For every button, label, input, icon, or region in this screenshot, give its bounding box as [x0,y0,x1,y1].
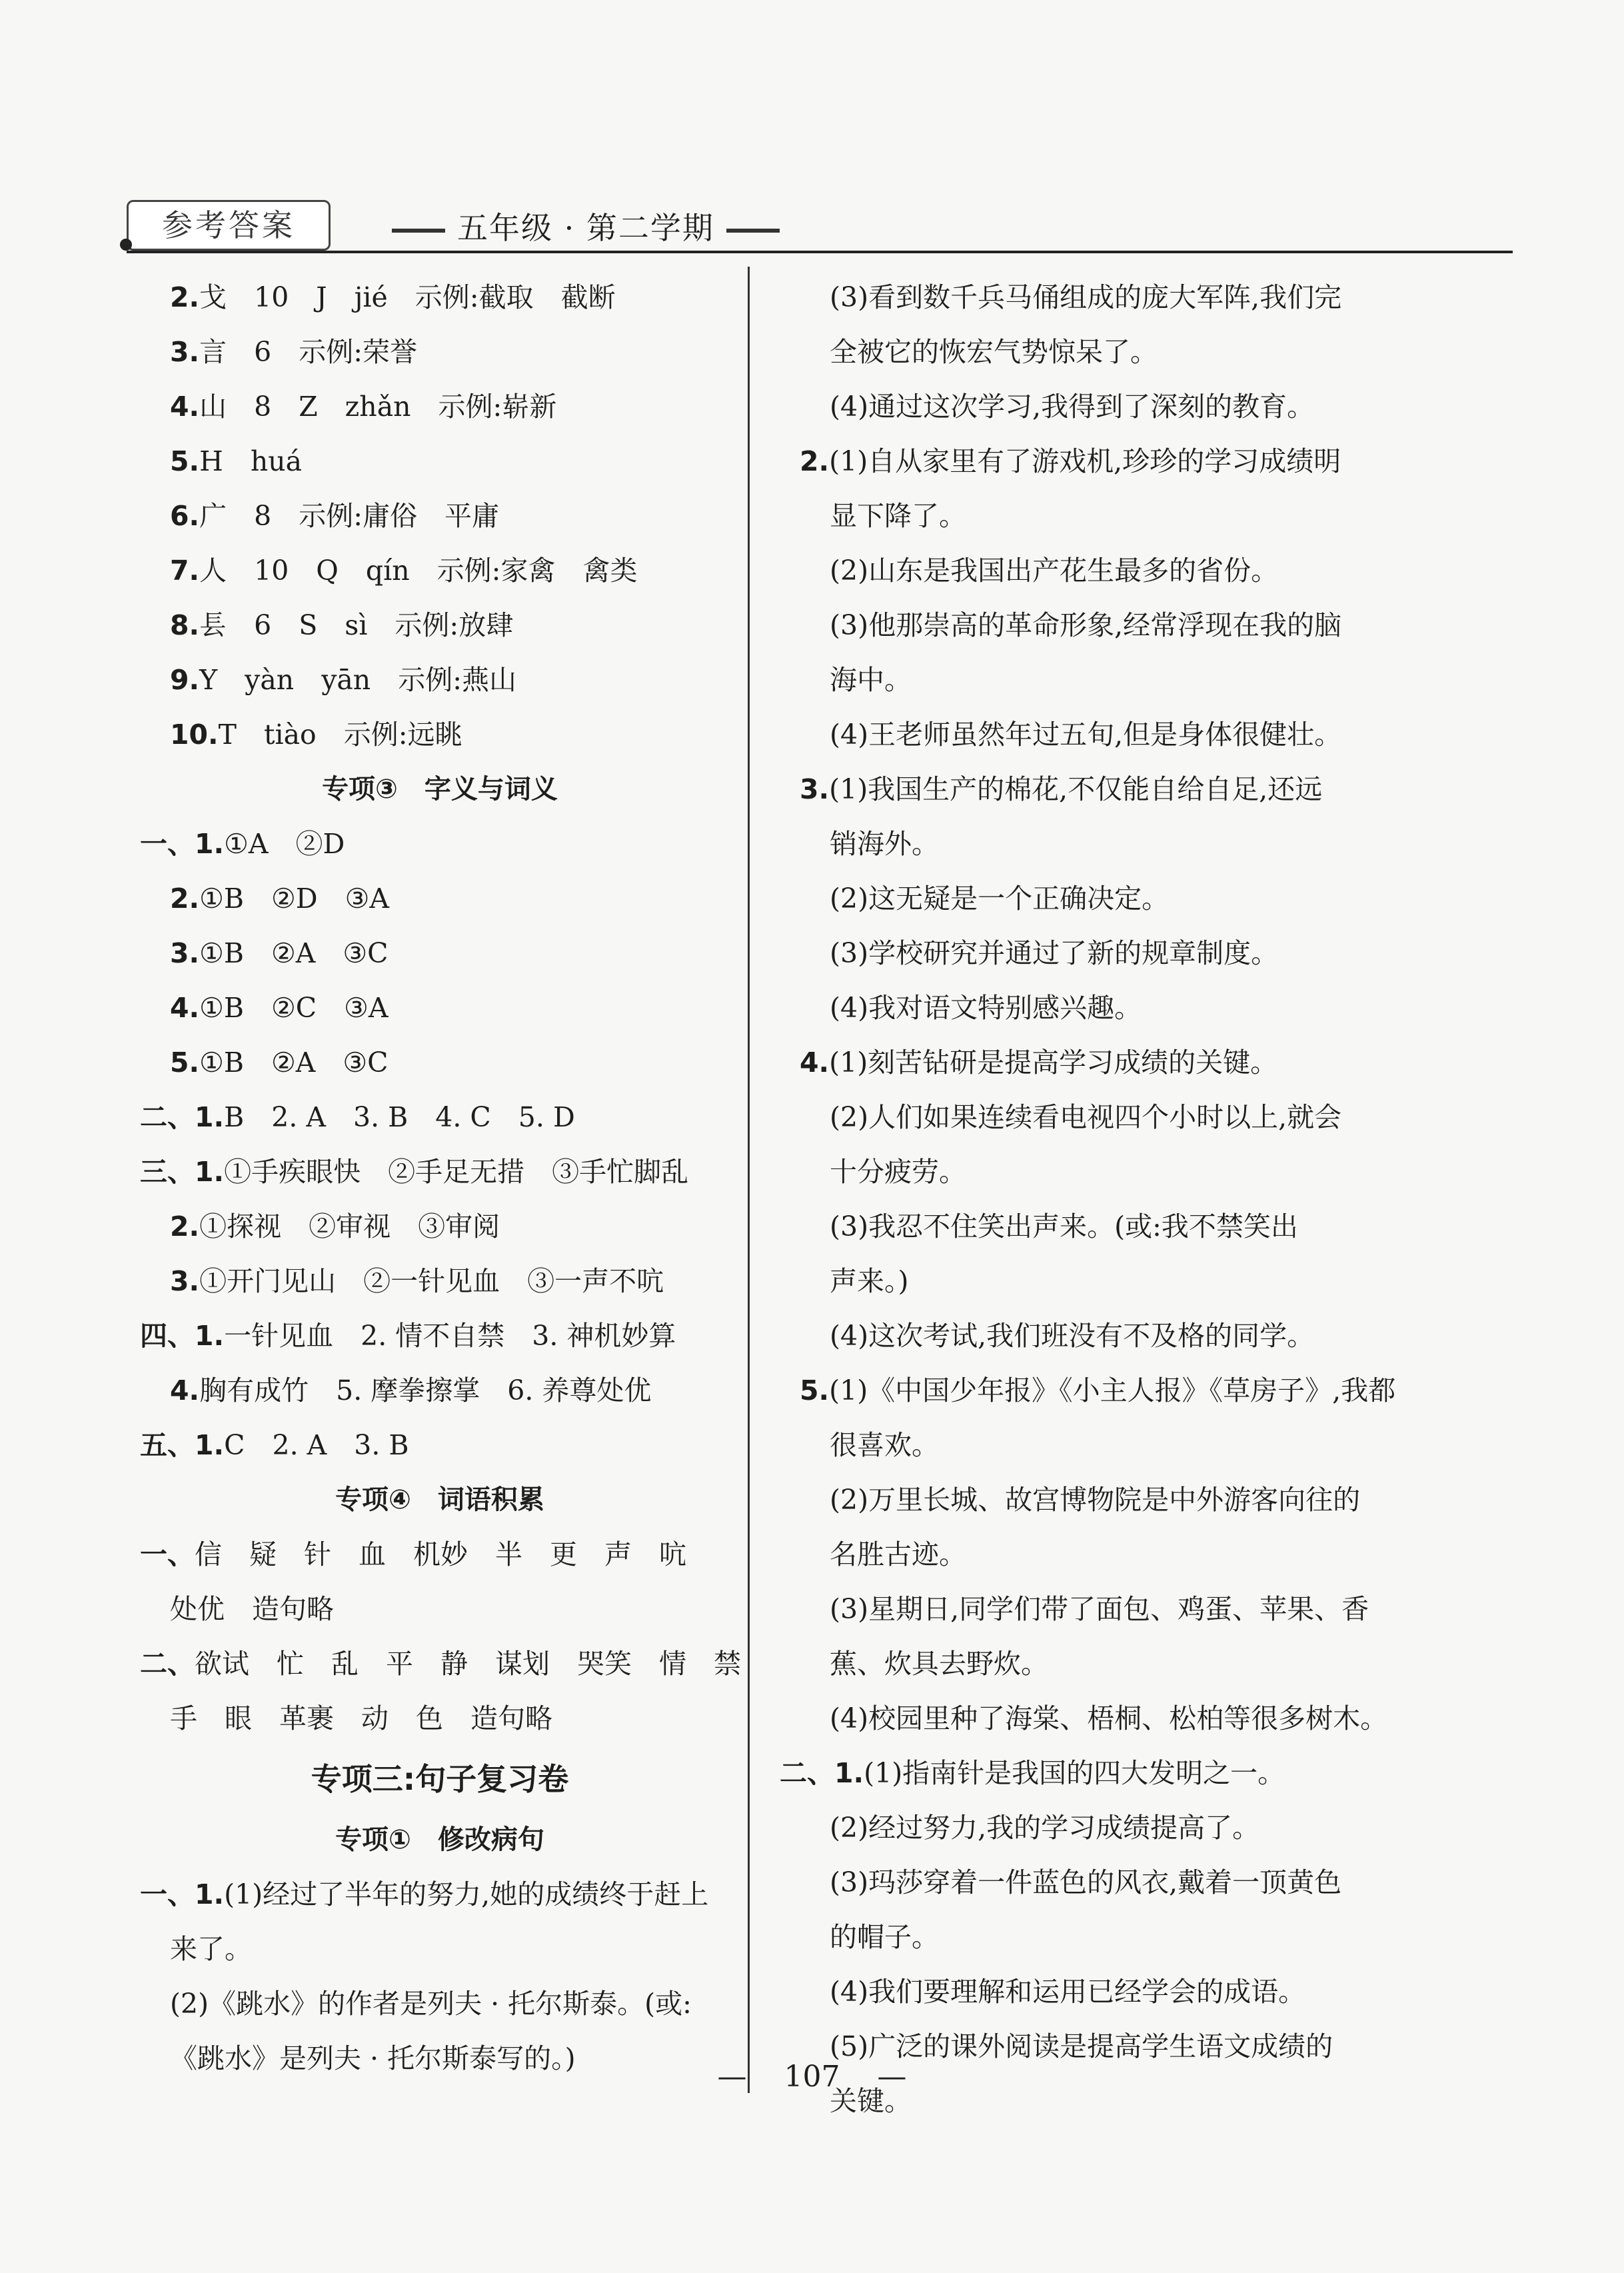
answer-line [140,1144,740,1199]
answer-line [140,379,740,434]
answer-line [800,981,1399,1035]
item-number: 5. [170,445,200,477]
answer-line [140,598,740,653]
answer-text: (3)星期日,同学们带了面包、鸡蛋、苹果、香 [830,1593,1369,1625]
answer-text: C 2. A 3. B [224,1429,409,1461]
answer-line [800,543,1399,598]
answer-line [800,1308,1399,1363]
answer-text: 销海外。 [830,828,939,860]
page-number: — 107 — [717,2060,907,2094]
answer-text: T tiào 示例:远眺 [218,719,462,751]
answer-text: 十分疲劳。 [830,1156,966,1188]
item-number: 3. [170,937,200,969]
section-title: 专项三:句子复习卷 [311,1761,569,1797]
item-number: 三、1. [140,1156,225,1188]
answer-line [800,1855,1399,1910]
answer-text: (2)人们如果连续看电视四个小时以上,就会 [830,1101,1342,1133]
answer-line [140,434,740,489]
header-dash-left [392,229,445,233]
answer-text: H huá [199,445,303,477]
item-number: 3. [170,1265,200,1297]
answer-text: 人 10 Q qín 示例:家禽 禽类 [199,555,638,587]
answer-line [800,1035,1399,1090]
answer-text: (4)我对语文特别感兴趣。 [830,992,1142,1024]
answer-text: (4)这次考试,我们班没有不及格的同学。 [830,1320,1315,1352]
answer-line [800,325,1399,379]
answer-text: (5)广泛的课外阅读是提高学生语文成绩的 [830,2030,1333,2062]
item-number: 2. [800,445,830,477]
answer-line [140,1363,740,1418]
answer-line [140,926,740,981]
answer-text: ①B ②D ③A [199,883,389,915]
answer-line [800,1527,1399,1582]
answer-line [800,707,1399,762]
answer-text: Y yàn yān 示例:燕山 [199,664,517,696]
item-number: 3. [800,773,830,805]
answer-line [140,707,740,762]
answer-text: 全被它的恢宏气势惊呆了。 [830,336,1158,368]
item-number: 2. [170,1210,200,1242]
answer-text: 关键。 [830,2085,912,2117]
answer-line [800,1254,1399,1308]
answer-line [800,1418,1399,1472]
header-dash-right [726,229,780,233]
answer-text: (3)我忍不住笑出声来。(或:我不禁笑出 [830,1210,1298,1242]
answer-line [140,817,740,871]
answer-line [140,1976,740,2031]
answer-text: 一针见血 2. 情不自禁 3. 神机妙算 [224,1320,676,1352]
answer-text: 蕉、炊具去野炊。 [830,1648,1048,1680]
answer-text: 信 疑 针 血 机妙 半 更 声 吭 [195,1538,686,1570]
answer-line [800,1800,1399,1855]
item-number: 2. [170,281,200,313]
answer-line [140,1308,740,1363]
answer-text: ①探视 ②审视 ③审阅 [199,1210,500,1242]
answer-text: (3)学校研究并通过了新的规章制度。 [830,937,1279,969]
item-number: 4. [170,992,200,1024]
item-number: 四、1. [140,1320,225,1352]
answer-text: (1)自从家里有了游戏机,珍珍的学习成绩明 [829,445,1341,477]
badge-dot-icon [120,239,132,251]
answer-text: (1)经过了半年的努力,她的成绩终于赶上 [224,1878,709,1910]
answer-text: (4)通过这次学习,我得到了深刻的教育。 [830,391,1315,423]
item-number: 2. [170,883,200,915]
answer-text: ①A ②D [224,828,345,860]
answer-text: 声来。) [830,1265,909,1297]
answer-text: 戈 10 J jié 示例:截取 截断 [199,281,616,313]
answer-line [140,489,740,543]
answer-text: (4)我们要理解和运用已经学会的成语。 [830,1976,1306,2008]
header-title-text: 五年级 · 第二学期 [457,210,714,246]
item-number: 3. [170,336,200,368]
answer-text: (3)他那崇高的革命形象,经常浮现在我的脑 [830,609,1342,641]
answer-line [800,871,1399,926]
answer-line [800,817,1399,871]
answer-line [800,434,1399,489]
answer-line [140,1691,740,1746]
answer-text: 的帽子。 [830,1921,939,1953]
answer-text: (1)刻苦钻研是提高学习成绩的关键。 [829,1047,1278,1079]
answer-text: (2)山东是我国出产花生最多的省份。 [830,555,1279,587]
answer-line [800,1472,1399,1527]
answer-text: 山 8 Z zhǎn 示例:崭新 [199,391,557,423]
answer-text: 言 6 示例:荣誉 [199,336,418,368]
answer-text: 显下降了。 [830,500,966,532]
item-number: 4. [170,391,200,423]
answer-text: (1)指南针是我国的四大发明之一。 [864,1757,1285,1789]
answer-text: 镸 6 S sì 示例:放肆 [199,609,514,641]
answer-text: 广 8 示例:庸俗 平庸 [199,500,500,532]
answer-line [800,270,1399,325]
answer-text: (4)校园里种了海棠、梧桐、松柏等很多树木。 [830,1702,1388,1734]
item-number: 一、 [140,1538,195,1570]
header-rule [127,251,1513,253]
page-number-value: 107 [784,2060,840,2094]
item-number: 4. [170,1374,200,1406]
answer-text: 《跳水》是列夫 · 托尔斯泰写的。) [170,2042,576,2074]
answer-text: (2)《跳水》的作者是列夫 · 托尔斯泰。(或: [170,1988,692,2020]
item-number: 10. [170,719,219,751]
answer-line [140,1867,740,1922]
column-divider [748,267,750,2093]
answer-text: (3)玛莎穿着一件蓝色的风衣,戴着一顶黄色 [830,1866,1342,1898]
answer-line [140,1582,740,1636]
answer-text: (2)万里长城、故宫博物院是中外游客向往的 [830,1484,1361,1516]
answer-text: (2)这无疑是一个正确决定。 [830,883,1170,915]
left-column [140,270,740,2086]
answer-line [800,1910,1399,1964]
answer-line [140,1254,740,1308]
answer-line [800,1964,1399,2019]
answer-line [140,1527,740,1582]
answer-text: ①手疾眼快 ②手足无措 ③手忙脚乱 [224,1156,689,1188]
answer-line [800,1363,1399,1418]
answer-line [800,653,1399,707]
answer-text: 欲试 忙 乱 平 静 谋划 哭笑 情 禁 [195,1648,741,1680]
answer-badge: 参考答案 [127,200,331,251]
answer-line [140,543,740,598]
answer-line [140,1035,740,1090]
right-column [780,270,1399,2128]
answer-text: (4)王老师虽然年过五旬,但是身体很健壮。 [830,719,1342,751]
answer-text: 海中。 [830,664,912,696]
item-number: 9. [170,664,200,696]
answer-text: ①B ②C ③A [199,992,389,1024]
answer-line [140,1090,740,1144]
answer-line [800,1636,1399,1691]
subsection-title: 专项④ 词语积累 [335,1484,544,1515]
answer-text: 处优 造句略 [170,1593,334,1625]
answer-line [140,871,740,926]
answer-line [140,325,740,379]
item-number: 6. [170,500,200,532]
answer-line [800,762,1399,817]
answer-line [140,1922,740,1976]
answer-text: (2)经过努力,我的学习成绩提高了。 [830,1812,1260,1844]
answer-line [800,489,1399,543]
page-header [127,200,1513,253]
answer-line [140,1199,740,1254]
answer-line [800,379,1399,434]
answer-line [800,1691,1399,1746]
answer-text: 胸有成竹 5. 摩拳擦掌 6. 养尊处优 [199,1374,652,1406]
answer-line [140,981,740,1035]
item-number: 五、1. [140,1429,225,1461]
answer-line [140,1636,740,1691]
item-number: 7. [170,555,200,587]
answer-line [800,1199,1399,1254]
answer-text: (3)看到数千兵马俑组成的庞大军阵,我们完 [830,281,1342,313]
answer-line [800,1090,1399,1144]
answer-text: 名胜古迹。 [830,1538,966,1570]
answer-line [780,1746,1399,1800]
item-number: 8. [170,609,200,641]
answer-line [800,598,1399,653]
subsection-title: 专项① 修改病句 [335,1824,544,1855]
item-number: 二、1. [140,1101,225,1133]
answer-text: 来了。 [170,1933,252,1965]
answer-text: (1)《中国少年报》《小主人报》《草房子》,我都 [829,1374,1396,1406]
item-number: 5. [170,1047,200,1079]
answer-line [800,926,1399,981]
answer-text: (1)我国生产的棉花,不仅能自给自足,还远 [829,773,1323,805]
answer-text: B 2. A 3. B 4. C 5. D [224,1101,575,1133]
item-number: 4. [800,1047,830,1079]
subsection-title: 专项③ 字义与词义 [322,774,558,805]
answer-text: 手 眼 革裹 动 色 造句略 [170,1702,552,1734]
item-number: 5. [800,1374,830,1406]
answer-text: ①开门见山 ②一针见血 ③一声不吭 [199,1265,664,1297]
answer-text: ①B ②A ③C [199,937,389,969]
answer-line [140,1418,740,1472]
item-number: 一、1. [140,1878,225,1910]
answer-line [140,270,740,325]
answer-line [140,653,740,707]
answer-line [800,1582,1399,1636]
answer-text: 很喜欢。 [830,1429,939,1461]
answer-line [800,1144,1399,1199]
item-number: 二、1. [780,1757,864,1789]
answer-text: ①B ②A ③C [199,1047,389,1079]
item-number: 一、1. [140,828,225,860]
header-title [380,204,792,248]
item-number: 二、 [140,1648,195,1680]
